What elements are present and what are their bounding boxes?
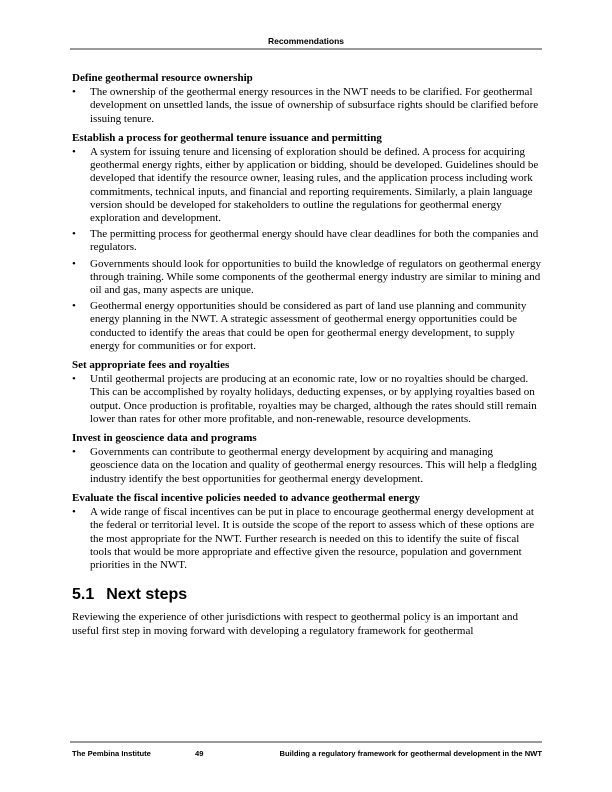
section-subheading: Set appropriate fees and royalties	[72, 359, 230, 372]
list-item-text: Until geothermal projects are producing at an economic rate, low or no royalties should be charged. This can be accomplished by royalty holidays, deducting expenses, or by applying royalties based on output. Once production is profitable, royalties may be charged, although the rates should still remain lower than rates for other more profitable, and non-renewable, resource developments.	[90, 373, 537, 425]
list-item	[72, 446, 542, 486]
list-item-text: Governments should look for opportunities to build the knowledge of regulators on geothermal energy through training. While some components of the geothermal energy industry are similar to mining and oil and gas, many aspects are unique.	[90, 257, 542, 297]
section-subheading: Invest in geoscience data and programs	[72, 432, 257, 445]
bullet-list	[72, 86, 542, 126]
bullet-icon: •	[72, 257, 76, 270]
header-rule	[70, 48, 542, 50]
list-item	[72, 373, 542, 426]
recommendation-sections	[72, 72, 542, 572]
list-item-text: The permitting process for geothermal energy should have clear deadlines for both the companies and regulators.	[90, 228, 539, 254]
section-title: Next steps	[106, 586, 188, 604]
list-item	[72, 86, 542, 126]
list-item	[72, 228, 542, 254]
bullet-list	[72, 446, 542, 486]
list-item	[72, 506, 542, 572]
footer-organization: The Pembina Institute	[72, 749, 151, 758]
bullet-icon: •	[72, 86, 76, 99]
running-header: Recommendations	[267, 36, 345, 46]
list-item-text: Geothermal energy opportunities should be considered as part of land use planning and community energy planning in the NWT. A strategic assessment of geothermal energy opportunities could be conducted to identify the areas that could be open for geothermal energy development, to supply energy for communities or for export.	[90, 300, 527, 352]
section-number: 5.1	[72, 586, 95, 604]
list-item-text: A wide range of fiscal incentives can be put in place to encourage geothermal energy development at the federal or territorial level. It is outside the scope of the report to assess which of these options are the most appropriate for the NWT. Further research is needed on this to identify the suite of fiscal tools that would be more appropriate and effective given the resource, population and government priorities in the NWT.	[90, 506, 535, 571]
bullet-icon: •	[72, 300, 76, 313]
recommendation-section	[72, 359, 542, 426]
list-item	[72, 258, 542, 298]
list-item	[72, 300, 542, 353]
page-body	[72, 72, 542, 638]
section-heading-next-steps	[72, 586, 542, 604]
bullet-icon: •	[72, 446, 76, 459]
next-steps-paragraph: Reviewing the experience of other jurisdictions with respect to geothermal policy is an important and useful first step in moving forward with developing a regulatory framework for geothermal	[72, 611, 518, 637]
list-item-text: Governments can contribute to geothermal energy development by acquiring and managing geoscience data on the location and quality of geothermal energy resources. This will help a fledgling industry identify the best opportunities for geothermal energy development.	[90, 446, 537, 485]
recommendation-section	[72, 492, 542, 572]
section-subheading: Establish a process for geothermal tenure issuance and permitting	[72, 131, 382, 144]
footer-document-title: Building a regulatory framework for geothermal development in the NWT	[279, 749, 542, 758]
bullet-list	[72, 506, 542, 572]
bullet-icon: •	[72, 146, 76, 159]
page-number: 49	[195, 749, 204, 758]
bullet-icon: •	[72, 506, 76, 519]
list-item-text: A system for issuing tenure and licensing of exploration should be defined. A process for acquiring geothermal energy rights, either by application or bidding, should be developed. Guidelines should be developed that identify the resource owner, leasing rules, and the application process including work commitments, technical inputs, and financial and reporting requirements. Similarly, a plain language version should be developed for stakeholders to outline the regulations for geothermal energy exploration and development.	[90, 146, 539, 225]
recommendation-section	[72, 72, 542, 126]
bullet-list	[72, 146, 542, 353]
recommendation-section	[72, 132, 542, 353]
recommendation-section	[72, 432, 542, 486]
footer-rule	[70, 741, 542, 743]
list-item	[72, 146, 542, 225]
bullet-icon: •	[72, 228, 76, 241]
bullet-icon: •	[72, 373, 76, 386]
section-subheading: Define geothermal resource ownership	[72, 72, 253, 84]
section-subheading: Evaluate the fiscal incentive policies needed to advance geothermal energy	[72, 491, 420, 504]
list-item-text: The ownership of the geothermal energy resources in the NWT needs to be clarified. For geothermal development on unsettled lands, the issue of ownership of subsurface rights should be clarified before issuing tenure.	[90, 86, 539, 125]
bullet-list	[72, 373, 542, 426]
